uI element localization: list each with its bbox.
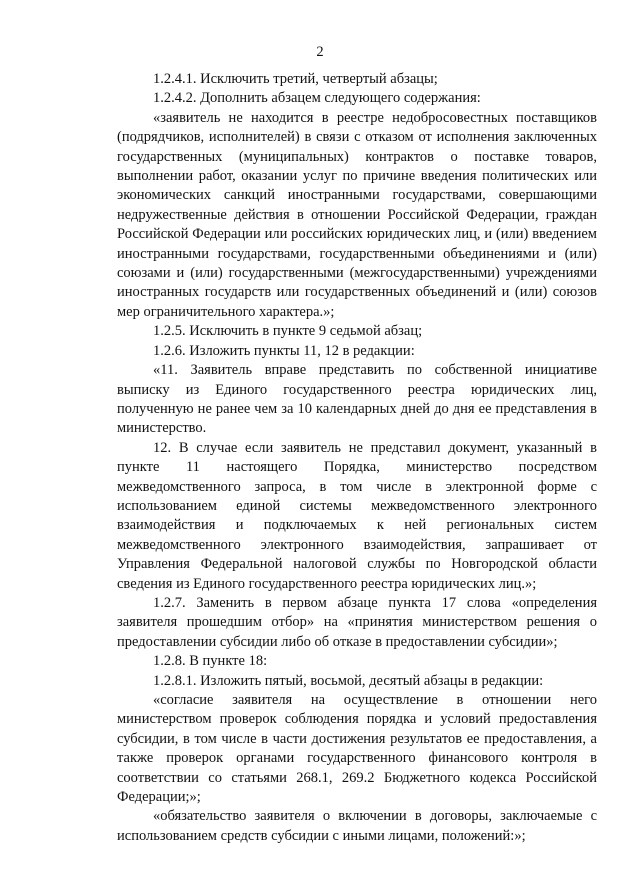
paragraph: «согласие заявителя на осуществление в отношении него министерством проверок соблюдения порядка и условий предоставления субсидии, в том числе в части достижения результатов ее предоставления, а также проверок органами государственного финансового контроля в соответствии со статьями 268.1, 269.2 Бюджетного кодекса Российской Федерации;»; <box>117 692 597 806</box>
paragraph: 1.2.7. Заменить в первом абзаце пункта 17 слова «определения заявителя прошедшим отбор» на «принятия министерством решения о предоставлении субсидии либо об отказе в предоставлении субсидии»; <box>117 594 597 650</box>
paragraph: 1.2.4.1. Исключить третий, четвертый абзацы; <box>153 71 438 87</box>
paragraph: 12. В случае если заявитель не представил документ, указанный в пункте 11 настоящего Порядка, министерство посредством межведомственного запроса, в том числе в электронной форме с использованием единой системы межведомственного электронного взаимодействия и подключаемых к ней региональных систем межведомственного электронного взаимодействия, запрашивает от Управления Федеральной налоговой службы по Новгородской области сведения из Единого государственного реестра юридических лиц.»; <box>117 439 597 592</box>
paragraph: 1.2.6. Изложить пункты 11, 12 в редакции: <box>153 342 415 359</box>
paragraph: 1.2.4.2. Дополнить абзацем следующего содержания: <box>153 90 481 107</box>
paragraph: «обязательство заявителя о включении в договоры, заключаемые с использованием средств субсидии с иными лицами, положений:»; <box>117 808 597 844</box>
page-number: 2 <box>316 44 324 60</box>
document-body <box>117 70 597 846</box>
paragraph: «11. Заявитель вправе представить по собственной инициативе выписку из Единого государственного реестра юридических лиц, полученную не ранее чем за 10 календарных дней до дня ее представления в министерство. <box>117 362 597 437</box>
paragraph: 1.2.5. Исключить в пункте 9 седьмой абзац; <box>153 323 423 340</box>
paragraph: 1.2.8.1. Изложить пятый, восьмой, десятый абзацы в редакции: <box>153 672 544 689</box>
paragraph: 1.2.8. В пункте 18: <box>153 653 268 670</box>
paragraph: «заявитель не находится в реестре недобросовестных поставщиков (подрядчиков, исполнителей) в связи с отказом от исполнения заключенных государственных (муниципальных) контрактов о поставке товаров, выполнении работ, оказании услуг по причине введения политических или экономических санкций иностранными государствами, совершающими недружественные действия в отношении Российской Федерации, граждан Российской Федерации или российских юридических лиц, и (или) введением иностранными государствами, государственными объединениями и (или) союзами и (или) государственными (межгосударственными) учреждениями иностранных государств или государственных объединений и (или) союзов мер ограничительного характера.»; <box>117 109 597 320</box>
